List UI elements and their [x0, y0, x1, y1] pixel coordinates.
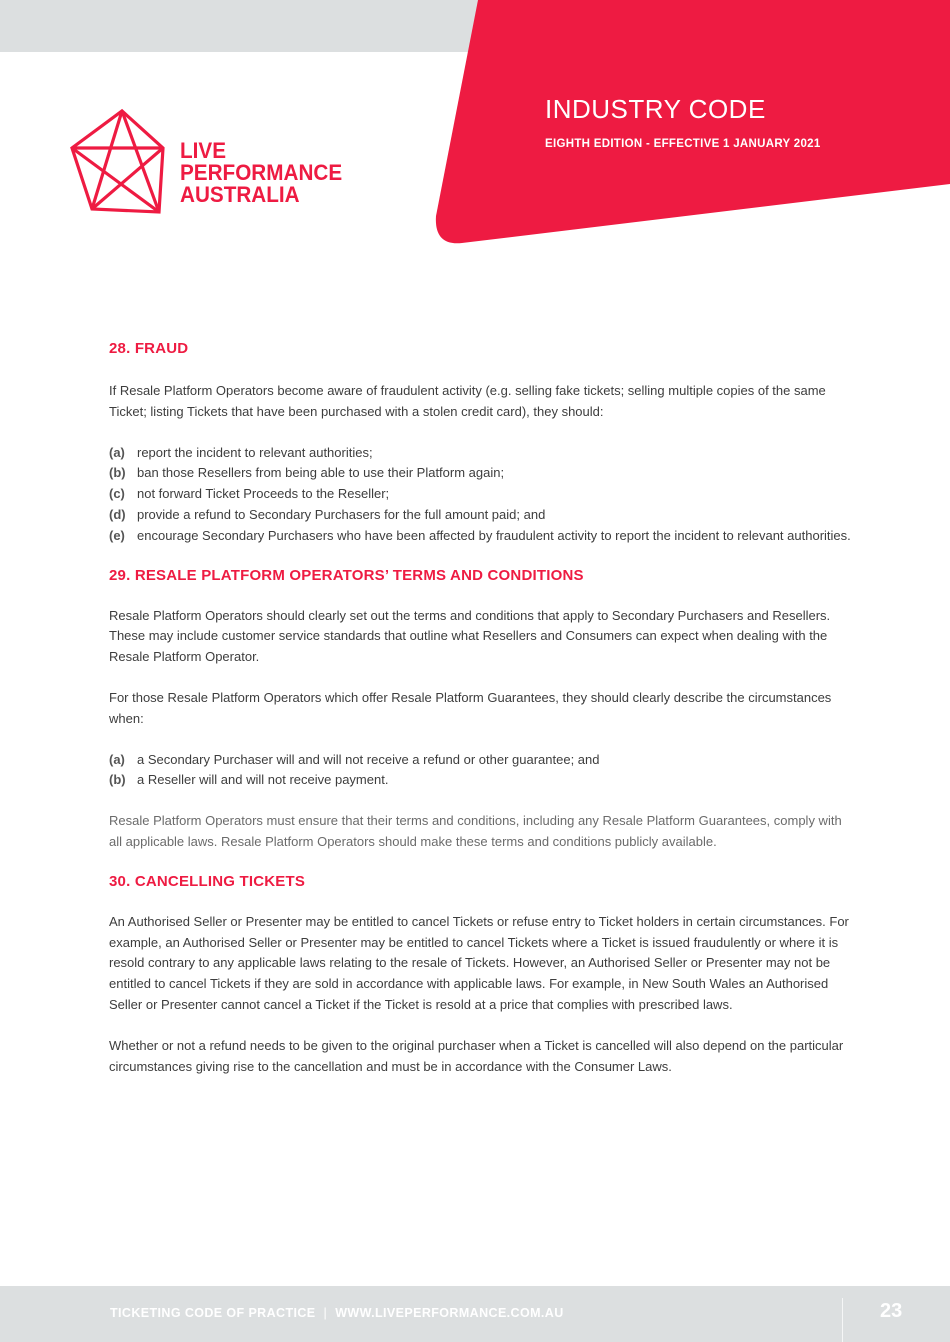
list-item: (c) not forward Ticket Proceeds to the Reseller;: [109, 486, 390, 502]
footer-text: [110, 1306, 564, 1320]
footer-website-link[interactable]: WWW.LIVEPERFORMANCE.COM.AU: [335, 1306, 564, 1320]
logo-line-australia: AUSTRALIA: [180, 182, 300, 207]
logo-line-performance: PERFORMANCE: [180, 160, 343, 185]
footer-document-name: TICKETING CODE OF PRACTICE: [110, 1306, 316, 1320]
fraud-intro-paragraph: If Resale Platform Operators become aware of fraudulent activity (e.g. selling fake tickets; selling multiple copies of the same Ticket; listing Tickets that have been purchased with a stolen credit card), they should:: [109, 383, 826, 419]
document-body: [109, 340, 854, 1077]
page-number: 23: [880, 1300, 903, 1322]
list-item: (d) provide a refund to Secondary Purchasers for the full amount paid; and: [109, 506, 546, 522]
fraud-action-list: [109, 443, 854, 547]
section-heading-fraud: 28. FRAUD: [109, 340, 189, 357]
list-item: (b) ban those Resellers from being able to use their Platform again;: [109, 465, 505, 481]
document-title: INDUSTRY CODE: [545, 94, 766, 124]
terms-paragraph-3: Resale Platform Operators must ensure that their terms and conditions, including any Resale Platform Guarantees, comply with all applicable laws. Resale Platform Operators should make these terms and conditions publicly available.: [109, 813, 842, 849]
list-item: (a) a Secondary Purchaser will and will not receive a refund or other guarantee; and: [109, 751, 600, 767]
guarantee-circumstances-list: [109, 750, 854, 792]
star-logo-icon: [66, 108, 176, 218]
terms-paragraph-2: For those Resale Platform Operators which offer Resale Platform Guarantees, they should clearly describe the circumstances when:: [109, 689, 832, 726]
section-heading-cancelling-tickets: 30. CANCELLING TICKETS: [109, 872, 306, 890]
terms-paragraph-1: Resale Platform Operators should clearly set out the terms and conditions that apply to Secondary Purchasers and Resellers. These may include customer service standards that outline what Resellers and Consumers can expect when dealing with the Resale Platform Operator.: [109, 607, 831, 665]
section-heading-terms-and-conditions: 29. RESALE PLATFORM OPERATORS’ TERMS AND CONDITIONS: [109, 566, 584, 584]
logo-wordmark: [180, 140, 356, 206]
document-edition: EIGHTH EDITION - EFFECTIVE 1 JANUARY 2021: [545, 138, 821, 150]
live-performance-australia-logo: [66, 108, 366, 218]
cancelling-paragraph-2: Whether or not a refund needs to be given to the original purchaser when a Ticket is cancelled will also depend on the particular circumstances giving rise to the cancellation and must be in accordance with the Consumer Laws.: [109, 1037, 844, 1074]
footer-separator: |: [323, 1306, 328, 1320]
logo-line-live: LIVE: [180, 138, 227, 163]
list-item: (a) report the incident to relevant authorities;: [109, 444, 373, 460]
list-item: (e) encourage Secondary Purchasers who have been affected by fraudulent activity to report the incident to relevant authorities.: [109, 527, 851, 543]
page-footer: [0, 1286, 950, 1342]
footer-divider: [842, 1298, 843, 1342]
list-item: (b) a Reseller will and will not receive payment.: [109, 772, 389, 788]
cancelling-paragraph-1: An Authorised Seller or Presenter may be entitled to cancel Tickets or refuse entry to Ticket holders in certain circumstances. For example, an Authorised Seller or Presenter may be entitled to cancel Tickets where a Ticket is issued fraudulently or where it is resold contrary to any applicable laws relating to the resale of Tickets. However, an Authorised Seller or Presenter may not be entitled to cancel Tickets if they are sold in accordance with applicable laws. For example, in New South Wales an Authorised Seller or Presenter cannot cancel a Ticket if the Ticket is resold at a price that complies with prescribed laws.: [109, 913, 849, 1012]
